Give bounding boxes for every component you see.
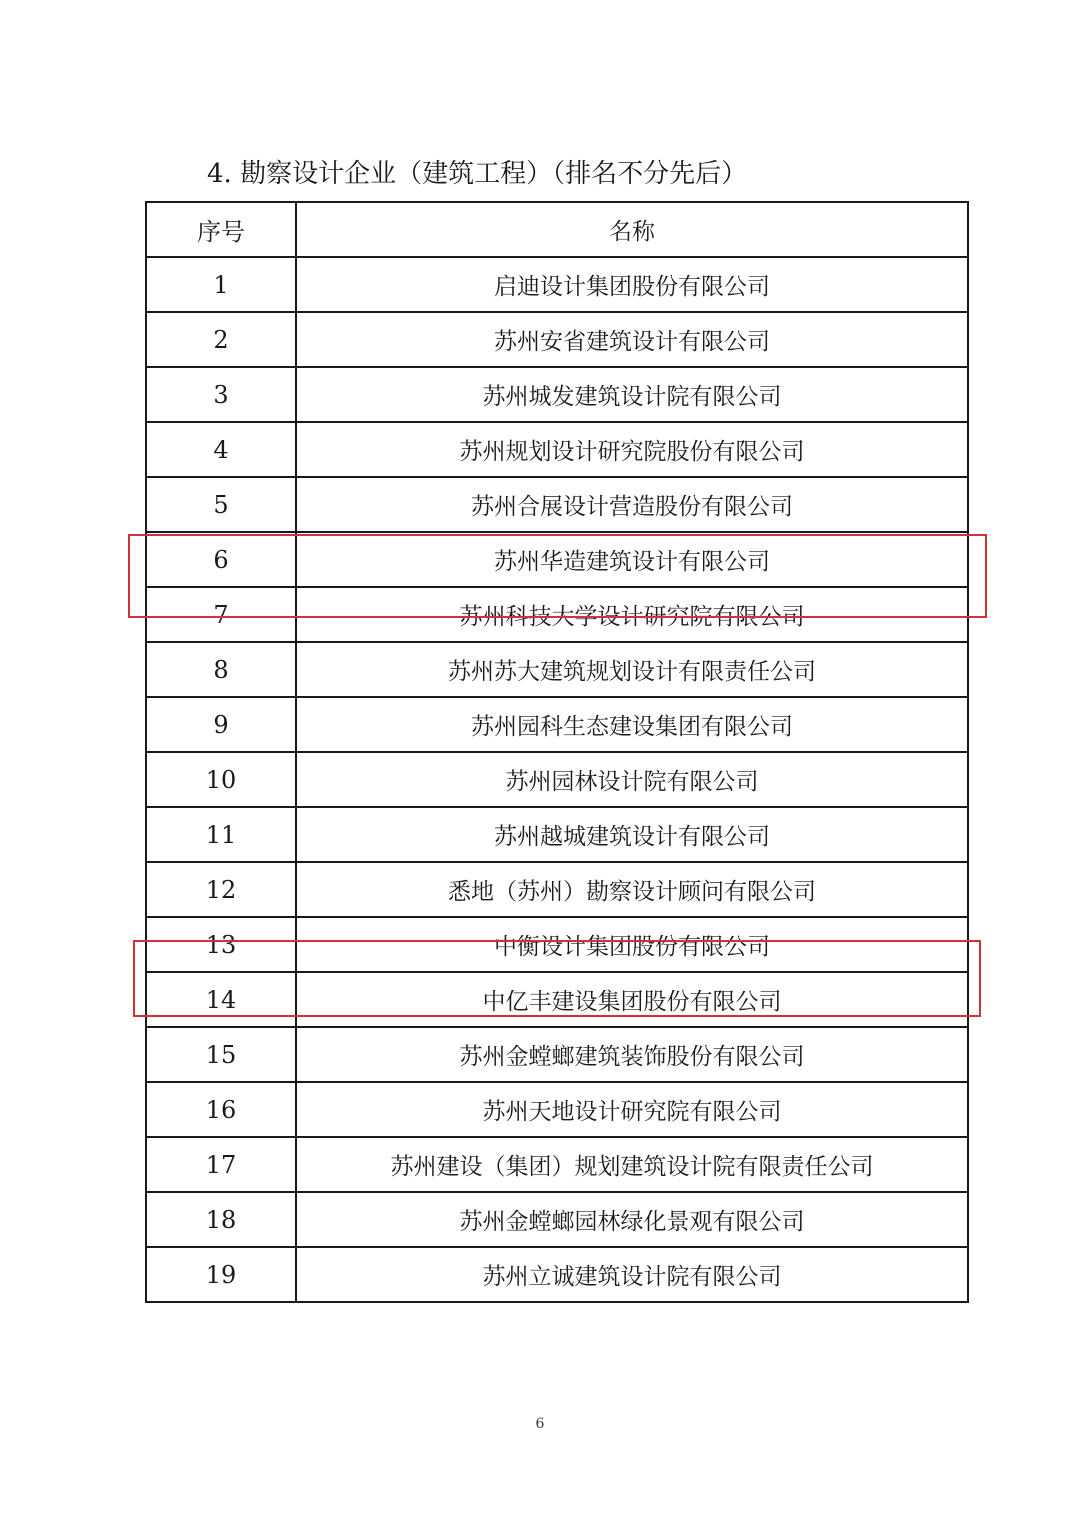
- company-name: 悉地（苏州）勘察设计顾问有限公司: [296, 862, 968, 917]
- table-row: [146, 1192, 968, 1247]
- row-number: 7: [146, 587, 296, 642]
- table-row: [146, 917, 968, 972]
- company-name: 启迪设计集团股份有限公司: [296, 257, 968, 312]
- row-number: 6: [146, 532, 296, 587]
- table-row: [146, 697, 968, 752]
- table-row: [146, 862, 968, 917]
- table-row: [146, 752, 968, 807]
- row-number: 9: [146, 697, 296, 752]
- table-row: [146, 642, 968, 697]
- row-number: 10: [146, 752, 296, 807]
- company-name: 苏州金螳螂园林绿化景观有限公司: [296, 1192, 968, 1247]
- row-number: 19: [146, 1247, 296, 1302]
- company-name: 中亿丰建设集团股份有限公司: [296, 972, 968, 1027]
- table-row: [146, 477, 968, 532]
- table-row: [146, 1137, 968, 1192]
- company-name: 苏州立诚建筑设计院有限公司: [296, 1247, 968, 1302]
- column-header-name: 名称: [296, 202, 968, 257]
- row-number: 3: [146, 367, 296, 422]
- column-header-number: 序号: [146, 202, 296, 257]
- section-heading: 4. 勘察设计企业（建筑工程）（排名不分先后）: [207, 159, 748, 189]
- table-row: [146, 257, 968, 312]
- table-header-row: [146, 202, 968, 257]
- table-row: [146, 807, 968, 862]
- table-row: [146, 1247, 968, 1302]
- row-number: 13: [146, 917, 296, 972]
- table-row: [146, 367, 968, 422]
- row-number: 1: [146, 257, 296, 312]
- row-number: 2: [146, 312, 296, 367]
- row-number: 17: [146, 1137, 296, 1192]
- company-name: 苏州规划设计研究院股份有限公司: [296, 422, 968, 477]
- company-name: 苏州园林设计院有限公司: [296, 752, 968, 807]
- table-row: [146, 1027, 968, 1082]
- company-name: 苏州苏大建筑规划设计有限责任公司: [296, 642, 968, 697]
- company-name: 苏州建设（集团）规划建筑设计院有限责任公司: [296, 1137, 968, 1192]
- row-number: 18: [146, 1192, 296, 1247]
- company-name: 苏州合展设计营造股份有限公司: [296, 477, 968, 532]
- company-name: 中衡设计集团股份有限公司: [296, 917, 968, 972]
- company-name: 苏州城发建筑设计院有限公司: [296, 367, 968, 422]
- company-name: 苏州天地设计研究院有限公司: [296, 1082, 968, 1137]
- table-row: [146, 1082, 968, 1137]
- table-row: [146, 312, 968, 367]
- row-number: 4: [146, 422, 296, 477]
- row-number: 15: [146, 1027, 296, 1082]
- row-number: 11: [146, 807, 296, 862]
- company-name: 苏州金螳螂建筑装饰股份有限公司: [296, 1027, 968, 1082]
- row-number: 16: [146, 1082, 296, 1137]
- table-row: [146, 587, 968, 642]
- table-row: [146, 532, 968, 587]
- table-row: [146, 972, 968, 1027]
- row-number: 14: [146, 972, 296, 1027]
- row-number: 5: [146, 477, 296, 532]
- company-name: 苏州园科生态建设集团有限公司: [296, 697, 968, 752]
- row-number: 8: [146, 642, 296, 697]
- page-number: 6: [535, 1416, 545, 1432]
- company-list-table: [145, 201, 969, 1303]
- row-number: 12: [146, 862, 296, 917]
- company-name: 苏州越城建筑设计有限公司: [296, 807, 968, 862]
- company-name: 苏州科技大学设计研究院有限公司: [296, 587, 968, 642]
- company-name: 苏州华造建筑设计有限公司: [296, 532, 968, 587]
- table-row: [146, 422, 968, 477]
- company-name: 苏州安省建筑设计有限公司: [296, 312, 968, 367]
